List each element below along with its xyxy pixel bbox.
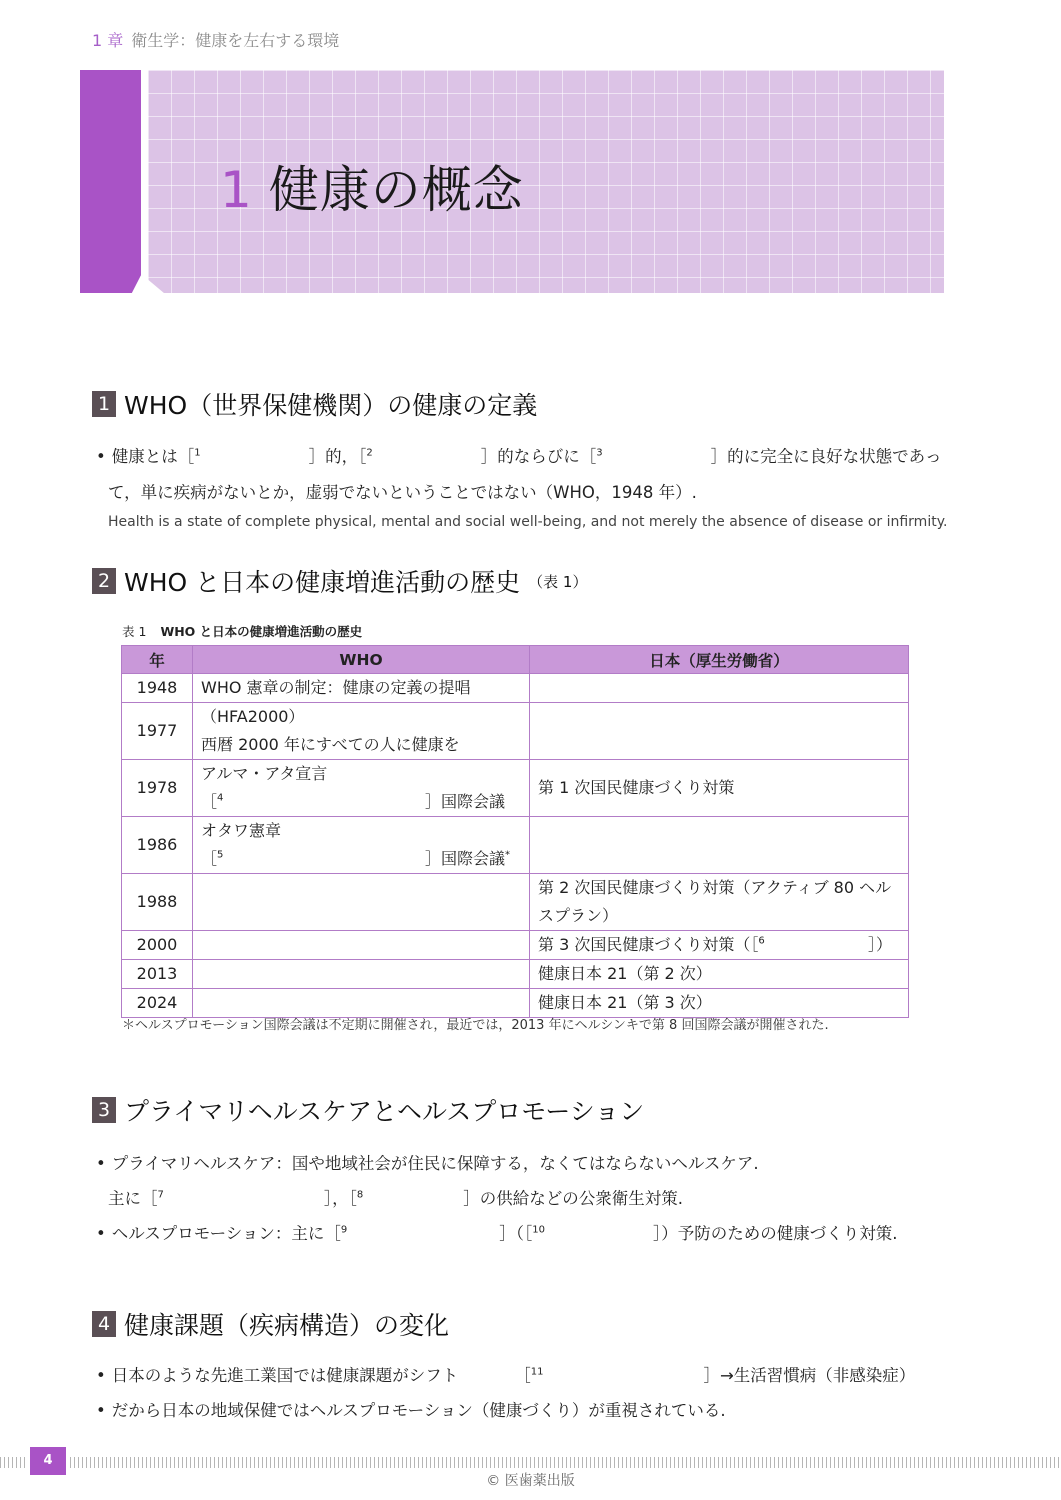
blank-number: 2 <box>366 447 373 459</box>
japan-cell: 健康日本 21（第 2 次） <box>530 960 909 989</box>
year-cell: 1986 <box>122 817 193 874</box>
who-line: オタワ憲章 <box>201 821 282 840</box>
table-caption <box>122 622 362 640</box>
section-1-number: 1 <box>92 391 116 417</box>
text: ］的に完全に良好な状態であっ <box>710 447 942 466</box>
who-cell <box>193 960 530 989</box>
section-4-line-2 <box>96 1397 726 1421</box>
blank-number: 9 <box>340 1224 348 1236</box>
text: ］→生活習慣病（非感染症） <box>703 1366 916 1385</box>
text: ］，［ <box>323 1189 357 1208</box>
section-2-number: 2 <box>92 568 116 594</box>
year-cell: 2024 <box>122 989 193 1018</box>
table-title: WHO と日本の健康増進活動の歴史 <box>160 624 363 639</box>
who-cell <box>193 874 530 931</box>
text: 主に［ <box>108 1189 158 1208</box>
section-2-title: WHO と日本の健康増進活動の歴史 <box>124 568 521 597</box>
section-1-line-1 <box>96 443 941 467</box>
section-4-number: 4 <box>92 1311 116 1337</box>
text: だから日本の地域保健ではヘルスプロモーション（健康づくり）が重視されている. <box>111 1401 726 1420</box>
who-cell: WHO 憲章の制定：健康の定義の提唱 <box>193 674 530 703</box>
who-cell <box>193 931 530 960</box>
english-definition: Health is a state of complete physical, mental and social well-being, and not merely the absence of disease or infirmity. <box>108 514 948 530</box>
blank-number: 7 <box>157 1189 164 1201</box>
bullet: • <box>96 1224 106 1243</box>
section-3-number: 3 <box>92 1097 116 1123</box>
section-1-title: WHO（世界保健機関）の健康の定義 <box>124 391 538 420</box>
who-line: 西暦 2000 年にすべての人に健康を <box>201 735 460 754</box>
bullet: • <box>96 447 106 466</box>
footnote-mark: * <box>505 849 511 861</box>
text: ［ <box>201 849 218 868</box>
year-cell: 2000 <box>122 931 193 960</box>
japan-cell <box>530 931 909 960</box>
japan-cell <box>530 674 909 703</box>
japan-cell <box>530 817 909 874</box>
section-2-heading <box>92 563 587 599</box>
bullet: • <box>96 1366 106 1385</box>
text <box>425 845 510 873</box>
text: ］の供給などの公衆衛生対策. <box>463 1189 683 1208</box>
bullet: • <box>96 1154 106 1173</box>
text: ］） <box>868 935 893 954</box>
footer-dots-left <box>0 1457 28 1468</box>
text: ］的ならびに［ <box>480 447 597 466</box>
section-3-line-3 <box>96 1220 898 1244</box>
section-3-line-2 <box>108 1185 683 1209</box>
text: プライマリヘルスケア：国や地域社会が住民に保障する，なくてはならないヘルスケア. <box>111 1154 759 1173</box>
text: ［ <box>201 792 218 811</box>
page-number: 4 <box>30 1447 66 1475</box>
table-row <box>122 703 909 760</box>
table-row <box>122 874 909 931</box>
text: 健康とは［ <box>111 447 195 466</box>
footer-dots-right <box>70 1457 1061 1468</box>
japan-cell: 第 1 次国民健康づくり対策 <box>530 760 909 817</box>
blank-number: 8 <box>356 1189 364 1201</box>
text: ］（［ <box>499 1224 533 1243</box>
year-cell: 1977 <box>122 703 193 760</box>
section-1-heading <box>92 386 537 422</box>
title-accent-bar <box>80 70 141 293</box>
text: ［ <box>514 1366 531 1385</box>
who-line <box>201 788 521 816</box>
text: ］的，［ <box>308 447 367 466</box>
chapter-header <box>92 28 339 51</box>
japan-cell <box>530 703 909 760</box>
table-row <box>122 931 909 960</box>
text: ］国際会議 <box>425 849 506 868</box>
text: ］国際会議 <box>425 792 506 811</box>
text: 第 3 次国民健康づくり対策（［ <box>538 935 759 954</box>
text: ］）予防のための健康づくり対策. <box>653 1224 898 1243</box>
table-label: 表 1 <box>122 624 147 639</box>
who-cell <box>193 817 530 874</box>
blank-number: 3 <box>596 447 603 459</box>
section-1-line-2: て，単に疾病がないとか，虚弱でないということではない（WHO，1948 年）. <box>108 483 697 502</box>
japan-line: 第 2 次国民健康づくり対策（アクティブ 80 ヘル <box>538 878 892 897</box>
section-3-title: プライマリヘルスケアとヘルスプロモーション <box>124 1097 645 1126</box>
title-band <box>80 70 944 293</box>
section-3-heading <box>92 1092 644 1128</box>
chapter-number: 1 章 <box>92 31 124 50</box>
history-table <box>121 645 909 1018</box>
table-row <box>122 817 909 874</box>
who-line <box>201 845 521 873</box>
section-3-line-1 <box>96 1150 759 1174</box>
who-line: アルマ・アタ宣言 <box>201 764 328 783</box>
japan-cell <box>530 874 909 931</box>
text: ヘルスプロモーション：主に［ <box>111 1224 341 1243</box>
page-title-text: 健康の概念 <box>268 161 524 219</box>
blank-number: 5 <box>217 849 224 861</box>
who-line: （HFA2000） <box>201 707 305 726</box>
japan-line <box>538 931 900 959</box>
blank-number: 6 <box>758 935 765 947</box>
year-cell: 2013 <box>122 960 193 989</box>
japan-cell: 健康日本 21（第 3 次） <box>530 989 909 1018</box>
blank-number: 4 <box>217 792 224 804</box>
year-cell: 1988 <box>122 874 193 931</box>
bullet: • <box>96 1401 106 1420</box>
chapter-title: 衛生学：健康を左右する環境 <box>131 31 340 50</box>
page-title-number: 1 <box>220 161 253 219</box>
section-4-title: 健康課題（疾病構造）の変化 <box>124 1311 450 1340</box>
page-title <box>220 150 524 222</box>
table-row <box>122 760 909 817</box>
header-who: WHO <box>193 646 530 674</box>
header-year: 年 <box>122 646 193 674</box>
blank-number: 11 <box>530 1366 544 1378</box>
text: 日本のような先進工業国では健康課題がシフト <box>111 1366 459 1385</box>
who-cell <box>193 703 530 760</box>
blank-number: 1 <box>194 447 201 459</box>
table-row <box>122 674 909 703</box>
table-row <box>122 960 909 989</box>
header-japan: 日本（厚生労働省） <box>530 646 909 674</box>
year-cell: 1948 <box>122 674 193 703</box>
section-2-subtitle: （表 1） <box>528 572 588 591</box>
table-header-row <box>122 646 909 674</box>
year-cell: 1978 <box>122 760 193 817</box>
japan-line: スプラン） <box>538 906 619 925</box>
blank-number: 10 <box>532 1224 546 1236</box>
who-cell <box>193 760 530 817</box>
copyright: © 医歯薬出版 <box>486 1473 575 1489</box>
section-4-heading <box>92 1306 449 1342</box>
section-4-line-1 <box>96 1362 915 1386</box>
table-footnote: ＊ヘルスプロモーション国際会議は不定期に開催され，最近では，2013 年にヘルシンキで第 8 回国際会議が開催された. <box>122 1018 829 1033</box>
